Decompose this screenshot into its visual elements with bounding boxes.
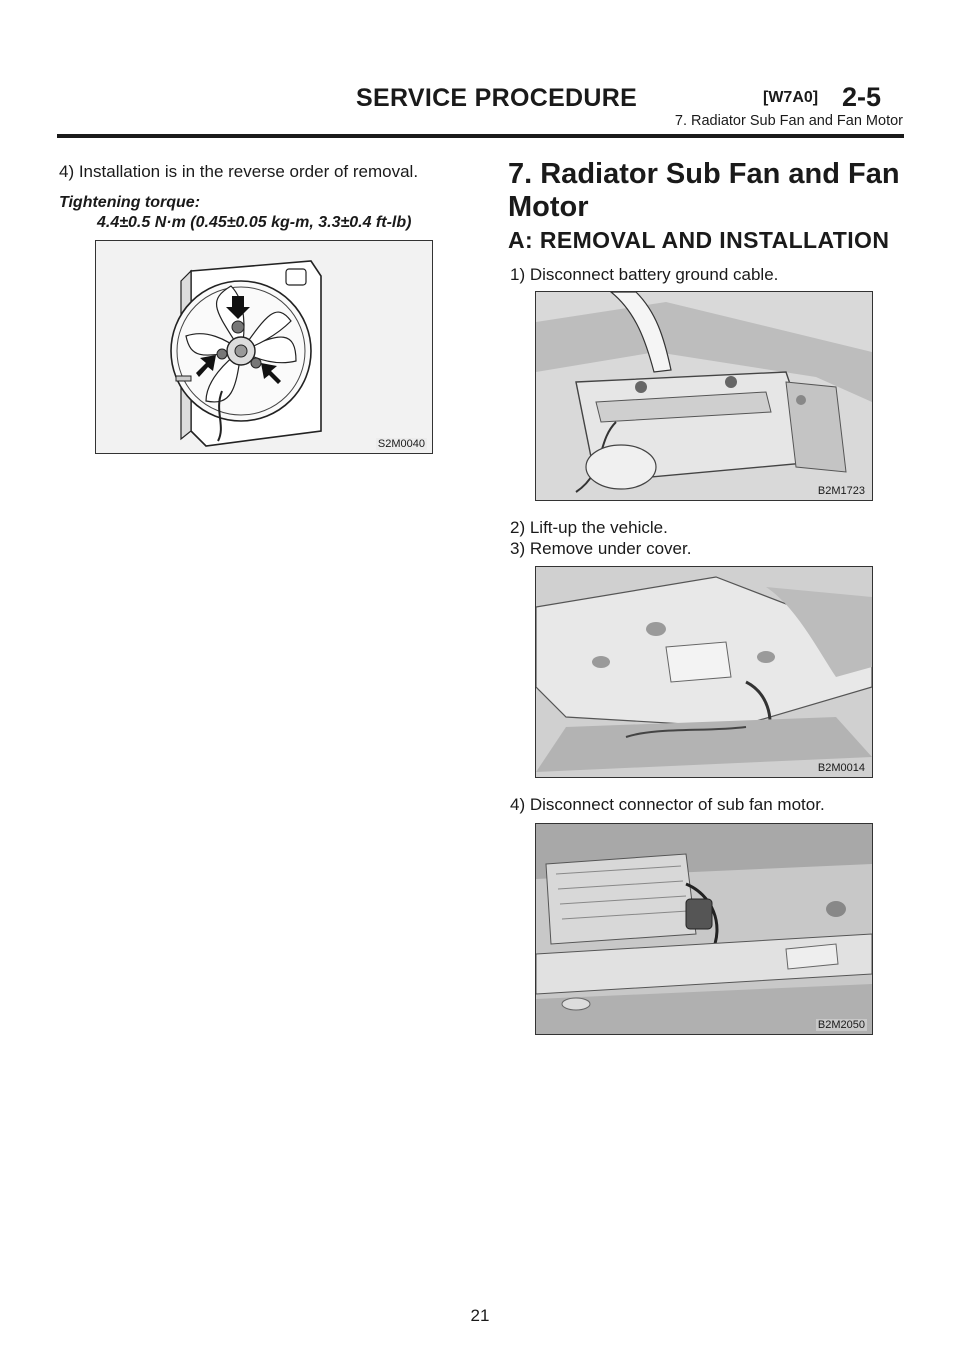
figure-under-cover	[535, 566, 873, 778]
figure-code: B2M2050	[817, 1019, 865, 1031]
page-number: 21	[470, 1306, 490, 1325]
right-step-2: 2) Lift-up the vehicle.	[510, 518, 668, 537]
right-step-3: 3) Remove under cover.	[510, 539, 692, 558]
figure-code: S2M0040	[377, 438, 425, 450]
left-step-4: 4) Installation is in the reverse order of removal.	[59, 162, 419, 181]
battery-photo	[536, 292, 872, 500]
figure-code: B2M1723	[817, 485, 865, 497]
header-rule	[57, 134, 904, 138]
header-subtitle: 7. Radiator Sub Fan and Fan Motor	[674, 113, 903, 129]
header-title: SERVICE PROCEDURE	[356, 84, 638, 112]
torque-label: Tightening torque:	[59, 194, 201, 211]
header-section-number: 2-5	[842, 82, 882, 112]
figure-sub-fan-connector	[535, 823, 873, 1035]
right-step-4: 4) Disconnect connector of sub fan motor.	[510, 795, 825, 814]
right-step-1: 1) Disconnect battery ground cable.	[510, 265, 779, 284]
subsection-title: A: REMOVAL AND INSTALLATION	[508, 227, 890, 253]
fan-assembly-illustration	[96, 241, 432, 453]
figure-battery	[535, 291, 873, 501]
torque-value: 4.4±0.5 N·m (0.45±0.05 kg-m, 3.3±0.4 ft-lb)	[97, 214, 412, 231]
header-code: [W7A0]	[763, 89, 819, 106]
figure-fan-assembly	[95, 240, 433, 454]
figure-code: B2M0014	[817, 762, 865, 774]
sub-fan-connector-photo	[536, 824, 872, 1034]
under-cover-photo	[536, 567, 872, 777]
section-title: 7. Radiator Sub Fan and Fan Motor	[508, 158, 900, 223]
